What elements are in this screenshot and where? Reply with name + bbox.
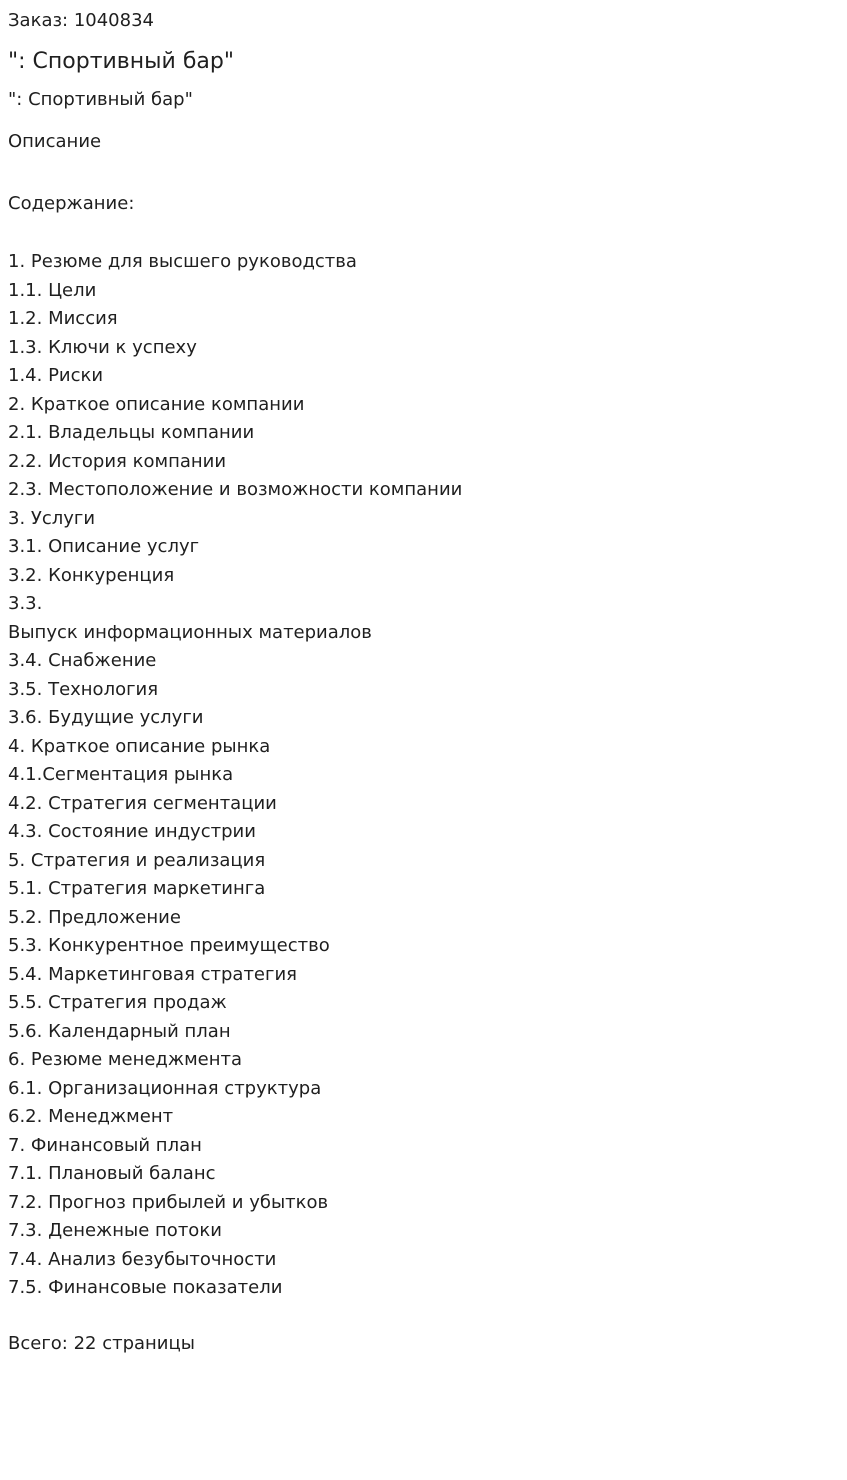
toc-item: 7.1. Плановый баланс	[8, 1163, 216, 1184]
toc-item: 3.3.	[8, 593, 43, 614]
toc-item: 5.6. Календарный план	[8, 1020, 231, 1042]
total-pages: Всего: 22 страницы	[8, 1333, 195, 1354]
toc-item: 3.5. Технология	[8, 678, 159, 700]
toc-item: 5.5. Стратегия продаж	[8, 992, 227, 1013]
toc-item: 2.3. Местоположение и возможности компании	[8, 479, 463, 500]
toc-item: 7. Финансовый план	[8, 1134, 202, 1156]
toc-item: 6. Резюме менеджмента	[8, 1049, 243, 1070]
toc-item: 3.1. Описание услуг	[8, 536, 200, 557]
toc-item: 7.4. Анализ безубыточности	[8, 1248, 277, 1270]
toc-item: 5.1. Стратегия маркетинга	[8, 878, 266, 899]
description-heading: Описание	[8, 131, 102, 152]
contents-label: Содержание:	[8, 193, 135, 214]
toc-item: 6.2. Менеджмент	[8, 1106, 174, 1127]
toc-item: 5.4. Маркетинговая стратегия	[8, 963, 297, 985]
toc-item: 5.3. Конкурентное преимущество	[8, 935, 330, 956]
toc-item: 4. Краткое описание рынка	[8, 735, 271, 757]
toc-item: 1.2. Миссия	[8, 308, 118, 329]
toc-item: 4.1.Сегментация рынка	[8, 764, 234, 785]
toc-item: 3.2. Конкуренция	[8, 564, 175, 586]
toc-item: 5. Стратегия и реализация	[8, 849, 266, 871]
toc-item: 7.3. Денежные потоки	[8, 1220, 222, 1241]
toc-item: 4.3. Состояние индустрии	[8, 821, 256, 842]
toc-item: 1.1. Цели	[8, 279, 97, 301]
page-subtitle: ": Спортивный бар"	[8, 89, 193, 110]
toc-item: 4.2. Стратегия сегментации	[8, 792, 277, 814]
table-of-contents	[8, 248, 462, 1303]
toc-item: 5.2. Предложение	[8, 906, 181, 928]
toc-item: Выпуск информационных материалов	[8, 621, 372, 643]
toc-item: 7.5. Финансовые показатели	[8, 1277, 283, 1298]
toc-item: 1.3. Ключи к успеху	[8, 336, 197, 358]
toc-item: 1. Резюме для высшего руководства	[8, 251, 357, 272]
toc-item: 3.4. Снабжение	[8, 650, 157, 671]
toc-item: 2. Краткое описание компании	[8, 393, 305, 415]
order-number: Заказ: 1040834	[8, 10, 154, 31]
toc-item: 2.1. Владельцы компании	[8, 422, 255, 443]
page-title: ": Спортивный бар"	[8, 49, 234, 74]
toc-item: 2.2. История компании	[8, 450, 227, 472]
toc-item: 3.6. Будущие услуги	[8, 707, 204, 728]
toc-item: 7.2. Прогноз прибылей и убытков	[8, 1191, 329, 1213]
toc-item: 6.1. Организационная структура	[8, 1077, 322, 1099]
toc-item: 1.4. Риски	[8, 365, 104, 386]
toc-item: 3. Услуги	[8, 507, 96, 529]
